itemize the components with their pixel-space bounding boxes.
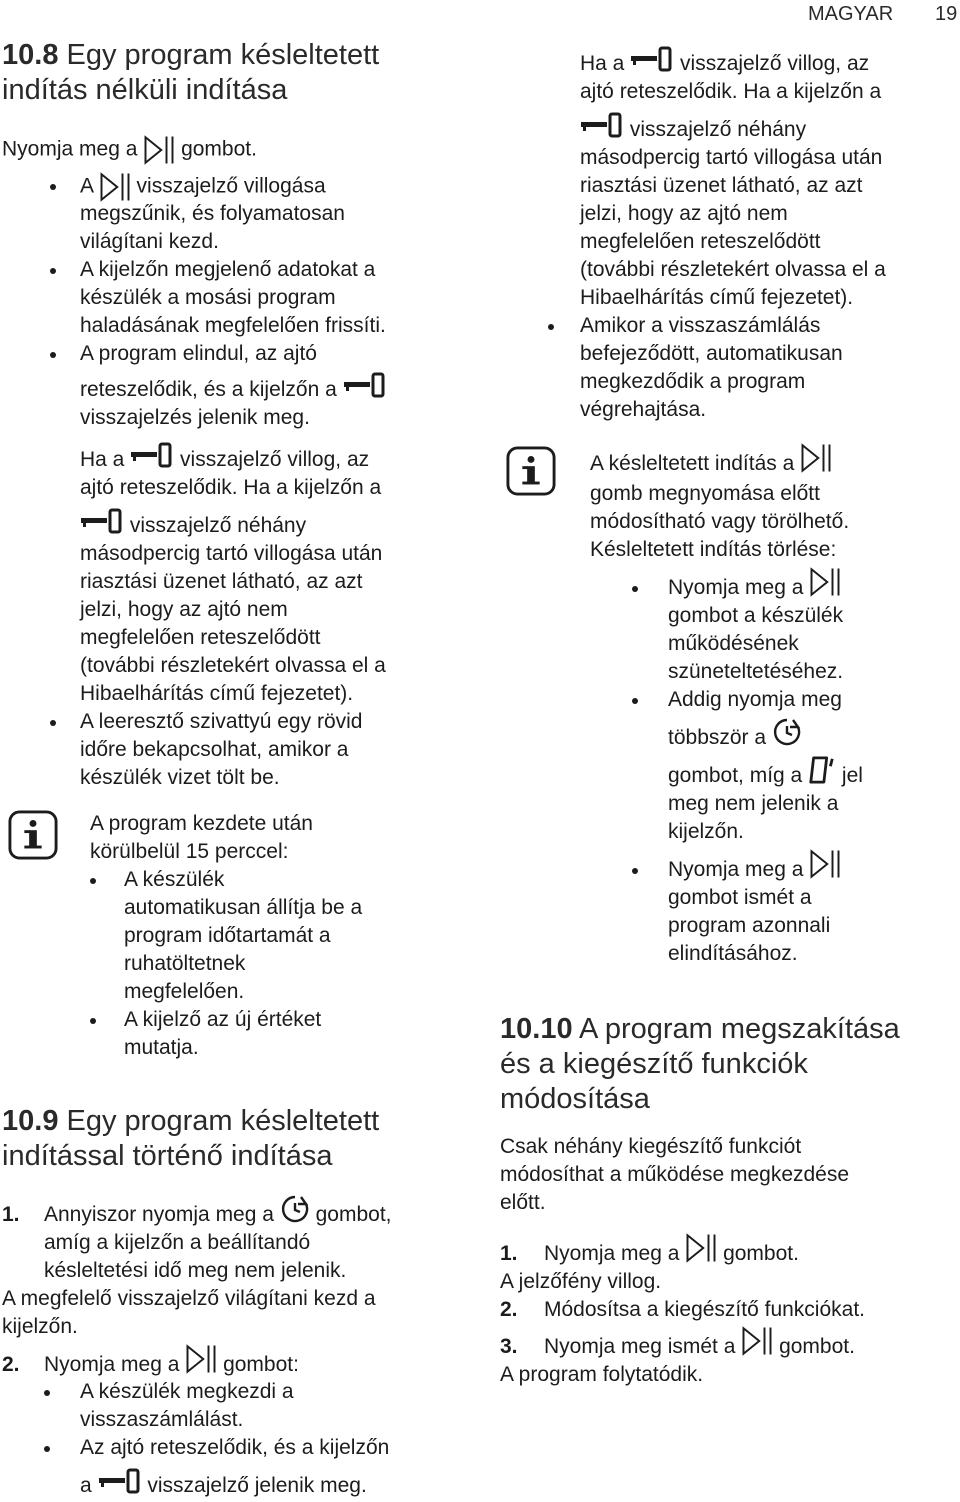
section-title-line2: indítással történő indítása — [2, 1140, 333, 1172]
s1010-intro-line2: módosíthat a működése megkezdése — [500, 1163, 850, 1186]
section-10-8-title — [2, 38, 379, 73]
bullet-1-line2: megszűnik, és folyamatosan — [80, 202, 345, 225]
text: Nyomja meg ismét a — [544, 1335, 736, 1358]
page-number: 19 — [935, 3, 958, 25]
start-pause-icon — [185, 1344, 217, 1374]
start-pause-icon — [809, 849, 841, 879]
bullet — [50, 720, 56, 726]
door-lock-icon — [98, 1468, 142, 1494]
step-number: 2. — [2, 1353, 20, 1376]
info-bullet-1-line2: automatikusan állítja be a — [124, 896, 363, 919]
text: a — [80, 1474, 92, 1497]
info-icon — [8, 810, 58, 860]
info-bullet-1-line1: A készülék — [124, 868, 225, 891]
text: gombot: — [223, 1353, 299, 1376]
s1010-step-2: Módosítsa a kiegészítő funkciókat. — [544, 1298, 865, 1321]
text: gombot. — [181, 137, 257, 161]
section-10-9-title — [2, 1104, 379, 1139]
door-lock-icon — [80, 508, 124, 534]
text: Nyomja meg a — [44, 1353, 180, 1376]
bullet — [632, 586, 638, 592]
s1010-step-1-line2: A jelzőfény villog. — [500, 1270, 662, 1293]
right-info-bullet-3-line4: elindításához. — [668, 942, 798, 965]
right-info-bullet-1-line1 — [668, 574, 841, 602]
text: visszajelző jelenik meg. — [147, 1474, 367, 1497]
right-info-bullet-3-line2: gombot ismét a — [668, 886, 812, 909]
step-2-bullet-2-line2 — [80, 1472, 367, 1500]
text: Ha a — [580, 52, 625, 75]
right-info-line2: gomb megnyomása előtt — [590, 482, 820, 505]
s1010-intro-line3: előtt. — [500, 1191, 546, 1214]
door-lock-icon — [580, 112, 624, 138]
text: reteszelődik, és a kijelzőn a — [80, 378, 337, 401]
text: visszajelző néhány — [129, 514, 307, 537]
section-10-10-title — [500, 1012, 900, 1047]
bullet-2-line3: haladásának megfelelően frissíti. — [80, 314, 386, 337]
right-info-bullet-3-line3: program azonnali — [668, 914, 831, 937]
text: Nyomja meg a — [668, 576, 804, 599]
text: visszajelző villog, az — [180, 448, 370, 471]
right-info-bullet-3-line1 — [668, 856, 841, 884]
right-info-bullet-2-line2 — [668, 724, 802, 752]
s1010-step-3-line2: A program folytatódik. — [500, 1363, 704, 1386]
right-lock-note-line6: jelzi, hogy az ajtó nem — [580, 202, 788, 225]
start-pause-icon — [685, 1233, 717, 1263]
delay-timer-icon — [772, 717, 802, 747]
page-header-language: MAGYAR — [808, 3, 894, 25]
lock-note-line6: jelzi, hogy az ajtó nem — [80, 598, 288, 621]
right-bullet-line1: Amikor a visszaszámlálás — [580, 314, 821, 337]
bullet — [632, 868, 638, 874]
bullet-4-line3: készülék vizet tölt be. — [80, 766, 280, 789]
step-1-line1 — [44, 1201, 392, 1229]
right-lock-note-line2: ajtó reteszelődik. Ha a kijelzőn a — [580, 80, 882, 103]
right-lock-note-line8: (további részletekért olvassa el a — [580, 258, 886, 281]
info-bullet-2-line2: mutatja. — [124, 1036, 199, 1059]
right-info-bullet-2-line4: meg nem jelenik a — [668, 792, 839, 815]
section-title-line2: indítás nélküli indítása — [2, 74, 288, 106]
text: Nyomja meg a — [2, 137, 138, 161]
step-2-line1 — [44, 1351, 299, 1379]
right-bullet-line3: megkezdődik a program — [580, 370, 806, 393]
step-number: 1. — [2, 1203, 20, 1226]
section-title-line3: módosítása — [500, 1083, 650, 1115]
right-info-bullet-1-line3: működésének — [668, 632, 799, 655]
intro-line — [2, 135, 257, 165]
step-number: 2. — [500, 1298, 518, 1321]
lock-note-line4: másodpercig tartó villogása után — [80, 542, 383, 565]
bullet-3-line3: visszajelzés jelenik meg. — [80, 406, 310, 429]
right-bullet-line2: befejeződött, automatikusan — [580, 342, 843, 365]
right-info-bullet-2-line5: kijelzőn. — [668, 820, 744, 843]
right-lock-note-line4: másodpercig tartó villogása után — [580, 146, 883, 169]
s1010-intro-line1: Csak néhány kiegészítő funkciót — [500, 1135, 802, 1158]
info-line2: körülbelül 15 perccel: — [90, 840, 289, 863]
text: gombot. — [779, 1335, 855, 1358]
s1010-step-1-line1 — [544, 1240, 799, 1268]
s1010-step-3-line1 — [544, 1333, 855, 1361]
text: Ha a — [80, 448, 125, 471]
lock-note-line2: ajtó reteszelődik. Ha a kijelzőn a — [80, 476, 382, 499]
start-pause-icon — [800, 443, 832, 473]
lock-note-line1 — [80, 446, 369, 474]
right-info-line4: Késleltetett indítás törlése: — [590, 538, 837, 561]
text: gombot, — [315, 1203, 392, 1226]
bullet-3-line1: A program elindul, az ajtó — [80, 342, 317, 365]
lock-note-line3 — [80, 512, 306, 540]
bullet — [548, 324, 554, 330]
text: visszajelző néhány — [629, 118, 807, 141]
right-info-bullet-1-line4: szüneteltetéséhez. — [668, 660, 844, 683]
step-2-bullet-1-line1: A készülék megkezdi a — [80, 1380, 294, 1403]
info-bullet-1-line5: megfelelően. — [124, 980, 245, 1003]
step-1-line3: késleltetési idő meg nem jelenik. — [44, 1259, 347, 1282]
text: Nyomja meg a — [544, 1242, 680, 1265]
section-title-line1: A program megszakítása — [579, 1013, 900, 1045]
right-info-bullet-2-line1: Addig nyomja meg — [668, 688, 842, 711]
text: jel — [841, 764, 863, 787]
door-lock-icon — [630, 46, 674, 72]
bullet — [50, 352, 56, 358]
step-1-line4: A megfelelő visszajelző világítani kezd a — [2, 1287, 376, 1310]
lock-note-line9: Hibaelhárítás című fejezetet). — [80, 682, 354, 705]
start-pause-icon — [99, 172, 131, 202]
start-pause-icon — [809, 567, 841, 597]
lock-note-line7: megfelelően reteszelődött — [80, 626, 321, 649]
right-info-bullet-1-line2: gombot a készülék — [668, 604, 844, 627]
door-lock-icon — [130, 442, 174, 468]
bullet-2-line1: A kijelzőn megjelenő adatokat a — [80, 258, 376, 281]
bullet-2-line2: készülék a mosási program — [80, 286, 336, 309]
bullet-3-line2 — [80, 376, 387, 404]
section-number: 10.8 — [2, 39, 59, 71]
start-pause-icon — [143, 135, 175, 165]
right-info-line1 — [590, 450, 832, 478]
right-lock-note-line3 — [580, 116, 806, 144]
text: gombot. — [723, 1242, 799, 1265]
step-number: 1. — [500, 1242, 518, 1265]
delay-timer-icon — [280, 1194, 310, 1224]
bullet — [44, 1390, 50, 1396]
section-title-line1: Egy program késleltetett — [66, 1105, 380, 1137]
right-info-line3: módosítható vagy törölhető. — [590, 510, 850, 533]
step-1-line2: amíg a kijelzőn a beállítandó — [44, 1231, 311, 1254]
bullet-1-line3: világítani kezd. — [80, 230, 219, 253]
step-number: 3. — [500, 1335, 518, 1358]
section-number: 10.10 — [500, 1013, 573, 1045]
bullet-4-line1: A leeresztő szivattyú egy rövid — [80, 710, 363, 733]
text: Nyomja meg a — [668, 858, 804, 881]
right-lock-note-line7: megfelelően reteszelődött — [580, 230, 821, 253]
bullet-1-line1 — [80, 172, 326, 202]
step-2-bullet-1-line2: visszaszámlálást. — [80, 1408, 244, 1431]
right-lock-note-line9: Hibaelhárítás című fejezetet). — [580, 286, 854, 309]
bullet — [44, 1446, 50, 1452]
bullet-4-line2: időre bekapcsolhat, amikor a — [80, 738, 349, 761]
info-bullet-1-line4: ruhatöltetnek — [124, 952, 246, 975]
info-icon — [506, 446, 556, 496]
text: visszajelző villog, az — [680, 52, 870, 75]
step-1-line5: kijelzőn. — [2, 1315, 78, 1338]
bullet — [90, 1018, 96, 1024]
bullet — [50, 268, 56, 274]
text: Annyiszor nyomja meg a — [44, 1203, 274, 1226]
info-line1: A program kezdete után — [90, 812, 313, 835]
bullet — [50, 184, 56, 190]
right-lock-note-line5: riasztási üzenet látható, az azt — [580, 174, 863, 197]
section-number: 10.9 — [2, 1105, 59, 1137]
info-bullet-1-line3: program időtartamát a — [124, 924, 331, 947]
right-bullet-line4: végrehajtása. — [580, 398, 707, 421]
right-lock-note-line1 — [580, 50, 869, 78]
step-2-bullet-2-line1: Az ajtó reteszelődik, és a kijelzőn — [80, 1436, 390, 1459]
bullet — [632, 698, 638, 704]
lock-note-line5: riasztási üzenet látható, az azt — [80, 570, 363, 593]
text: többször a — [668, 726, 767, 749]
section-title-line2: és a kiegészítő funkciók — [500, 1048, 808, 1080]
bullet — [90, 878, 96, 884]
start-pause-icon — [741, 1326, 773, 1356]
text: A — [80, 174, 93, 198]
door-lock-icon — [343, 372, 387, 398]
text: A késleltetett indítás a — [590, 452, 795, 475]
right-info-bullet-2-line3 — [668, 762, 863, 790]
text: gombot, míg a — [668, 764, 803, 787]
zero-prime-icon — [808, 755, 836, 785]
text: visszajelző villogása — [136, 174, 326, 198]
lock-note-line8: (további részletekért olvassa el a — [80, 654, 386, 677]
section-title-line1: Egy program késleltetett — [66, 39, 380, 71]
info-bullet-2-line1: A kijelző az új értéket — [124, 1008, 322, 1031]
